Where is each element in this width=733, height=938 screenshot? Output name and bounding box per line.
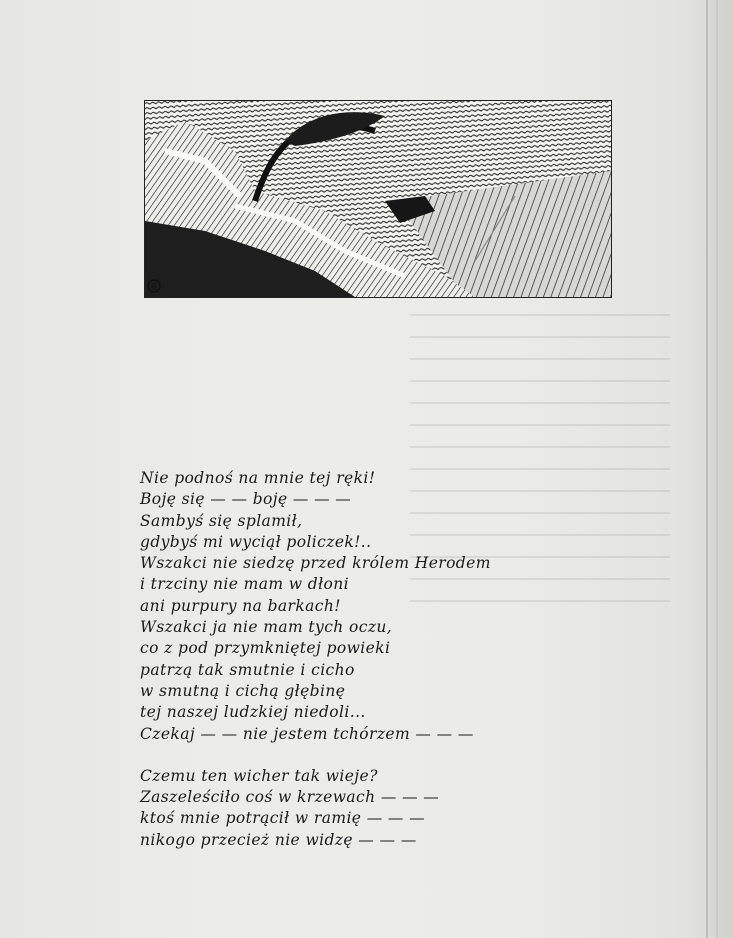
woodcut-illustration [144, 100, 612, 298]
page-edge-divider [716, 0, 718, 938]
poem [140, 468, 500, 851]
stanza-1 [140, 468, 500, 745]
poem-line: Wszakci nie siedzę przed królem Herodem [140, 554, 491, 573]
poem-line: ktoś mnie potrącił w ramię — — — [140, 809, 426, 828]
poem-line: patrzą tak smutnie i cicho [140, 660, 355, 679]
poem-line: w smutną i cichą głębinę [140, 681, 346, 700]
poem-line: gdybyś mi wyciął policzek!.. [140, 532, 372, 551]
poem-line: Boję się — — boję — — — [140, 490, 352, 509]
stanza-2 [140, 766, 500, 851]
poem-line: ani purpury na barkach! [140, 596, 341, 615]
poem-line: Czekaj — — nie jestem tchórzem — — — [140, 724, 474, 743]
poem-line: tej naszej ludzkiej niedoli... [140, 703, 366, 722]
poem-line: Czemu ten wicher tak wieje? [140, 766, 378, 785]
page-edge-divider [706, 0, 708, 938]
poem-line: i trzciny nie mam w dłoni [140, 575, 350, 594]
poem-line: co z pod przymkniętej powieki [140, 639, 391, 658]
poem-line: Nie podnoś na mnie tej ręki! [140, 469, 376, 487]
woodcut-rocky-cliff-landscape-icon [145, 101, 611, 297]
poem-line: Sambyś się splamił, [140, 511, 303, 530]
poem-line: Wszakci ja nie mam tych oczu, [140, 618, 393, 637]
poem-line: Zaszeleściło coś w krzewach — — — [140, 788, 440, 807]
poem-line: nikogo przecież nie widzę — — — [140, 830, 417, 849]
monogram: B [150, 283, 158, 293]
